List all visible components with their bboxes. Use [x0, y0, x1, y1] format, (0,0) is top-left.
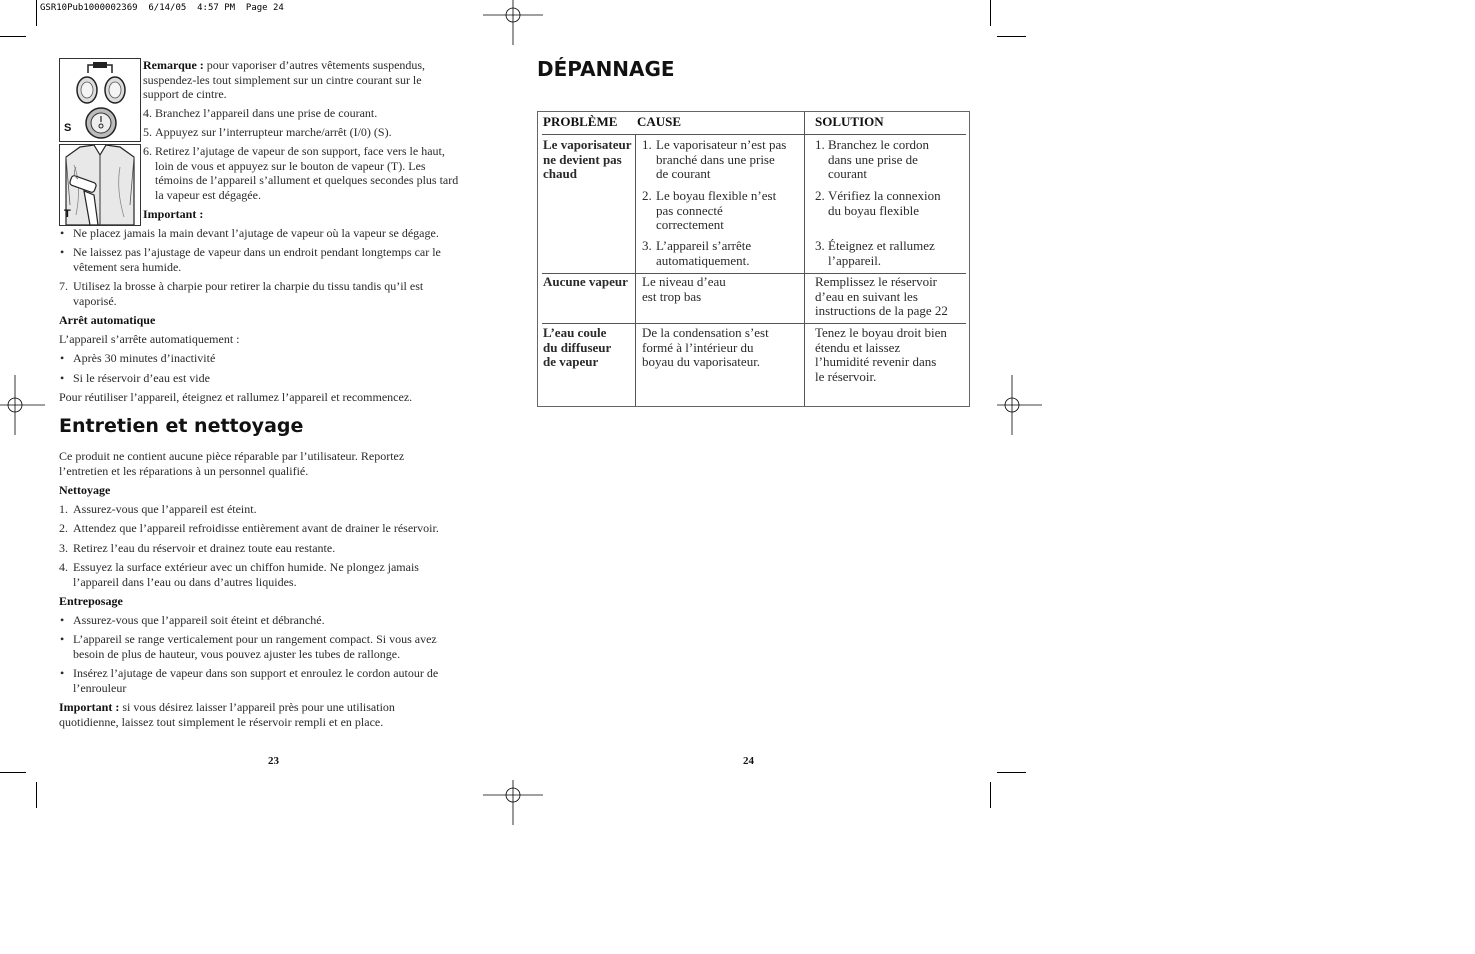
remarque-text: pour vaporiser d’autres vêtements suspendus,: [203, 58, 426, 72]
cell-line: Remplissez le réservoir: [815, 274, 938, 289]
step-text: Retirez l’ajutage de vapeur de son support, face vers le haut,: [155, 144, 445, 158]
cell-line: L’appareil s’arrête: [656, 238, 752, 253]
problem-cell: [543, 138, 631, 182]
bullet: •: [60, 666, 65, 680]
paragraph-line: Ce produit ne contient aucune pièce réparable par l’utilisateur. Reportez: [59, 449, 405, 463]
bullet-text: Ne placez jamais la main devant l’ajutage de vapeur où la vapeur se dégage.: [73, 226, 439, 240]
troubleshooting-table: [537, 111, 970, 407]
page-number-right: 24: [743, 755, 754, 767]
registration-mark-top: [483, 0, 543, 60]
item-number: 1.: [815, 137, 825, 152]
cell-line: Le niveau d’eau: [642, 274, 726, 289]
nettoyage-step-3: [59, 541, 499, 556]
cell-line: courant: [828, 166, 867, 182]
cell-line: chaud: [543, 166, 577, 182]
cell-line: de courant: [656, 166, 711, 182]
entreposage-bullet-2: [59, 632, 499, 661]
cell-line: Tenez le boyau droit bien: [815, 325, 947, 340]
step-text: Retirez l’eau du réservoir et drainez toute eau restante.: [73, 541, 336, 555]
shirt-steamer-illustration: [60, 145, 140, 225]
crop-mark: [990, 782, 991, 808]
bullet-text: Si le réservoir d’eau est vide: [73, 371, 210, 385]
cell-line: ne devient pas: [543, 151, 622, 167]
cell-line: le réservoir.: [815, 368, 877, 384]
column-header-cause: CAUSE: [637, 114, 682, 129]
bullet: •: [60, 226, 65, 240]
cell-line: De la condensation s’est: [642, 325, 769, 340]
cell-line: est trop bas: [642, 288, 702, 304]
important-heading: Important :: [143, 207, 204, 221]
item-number: 3.: [642, 238, 652, 253]
section-title-entretien: Entretien et nettoyage: [59, 415, 304, 437]
cell-line: branché dans une prise: [656, 151, 775, 167]
nettoyage-step-2: [59, 521, 499, 536]
registration-mark-right: [982, 375, 1042, 435]
table-row-divider: [542, 134, 966, 135]
note-text: si vous désirez laisser l’appareil près pour une utilisation: [119, 700, 395, 714]
step-number: 3.: [59, 541, 68, 555]
bullet-text: besoin de plus de hauteur, vous pouvez ajuster les tubes de rallonge.: [73, 646, 401, 661]
entreposage-heading: Entreposage: [59, 594, 123, 608]
bullet-text: L’appareil se range verticalement pour un rangement compact. Si vous avez: [73, 632, 437, 646]
cell-line: Le vaporisateur: [543, 137, 632, 152]
step-text: Assurez-vous que l’appareil est éteint.: [73, 502, 257, 516]
instruction-step-5: [143, 125, 493, 140]
item-number: 3.: [815, 238, 825, 253]
remarque-note: [143, 58, 493, 102]
note-text: quotidienne, laissez tout simplement le réservoir rempli et en place.: [59, 714, 384, 729]
bullet: •: [60, 613, 65, 627]
reuse-instruction: Pour réutiliser l’appareil, éteignez et rallumez l’appareil et recommencez.: [59, 390, 413, 404]
step-number: 2.: [59, 521, 68, 535]
step-text: l’appareil dans l’eau ou dans d’autres liquides.: [73, 574, 297, 589]
solution-cell: [815, 275, 948, 319]
bullet: •: [60, 245, 65, 259]
crop-mark: [990, 0, 991, 26]
nettoyage-step-4: [59, 560, 499, 589]
cell-line: l’appareil.: [828, 252, 882, 268]
bullet: •: [60, 632, 65, 646]
cause-item-1: [642, 138, 804, 182]
table-column-divider: [804, 112, 805, 406]
step-text: Appuyez sur l’interrupteur marche/arrêt (I/0) (S).: [155, 125, 392, 139]
cell-line: formé à l’intérieur du: [642, 339, 754, 355]
entreposage-bullet-3: [59, 666, 499, 695]
solution-item-3: [815, 239, 967, 268]
step-text: témoins de l’appareil s’allument et quelques secondes plus tard: [155, 173, 459, 187]
cell-line: Éteignez et rallumez: [828, 238, 935, 253]
nettoyage-step-1: [59, 502, 499, 517]
nettoyage-heading: Nettoyage: [59, 483, 111, 497]
auto-shutoff-heading: Arrêt automatique: [59, 313, 156, 327]
entretien-intro: [59, 449, 499, 478]
cell-line: Vérifiez la connexion: [828, 188, 941, 203]
bullet: •: [60, 371, 65, 385]
registration-mark-left: [0, 375, 60, 435]
cell-line: du boyau flexible: [828, 202, 919, 218]
crop-mark: [36, 0, 37, 26]
step-number: 4.: [59, 560, 68, 574]
step-text: Branchez l’appareil dans une prise de courant.: [155, 106, 378, 120]
final-important-note: [59, 700, 499, 729]
remarque-text: suspendez-les tout simplement sur un cintre courant sur le: [143, 72, 422, 87]
crop-mark: [997, 772, 1026, 773]
cause-cell: [642, 275, 726, 304]
instruction-step-6: [143, 144, 503, 202]
entreposage-bullet-1: [59, 613, 499, 628]
item-number: 2.: [642, 188, 652, 203]
important-bullet-1: [59, 226, 499, 241]
cell-line: du diffuseur: [543, 339, 612, 355]
cell-line: pas connecté: [656, 202, 723, 218]
cell-line: Branchez le cordon: [828, 137, 930, 152]
step-number: 1.: [59, 502, 68, 516]
step-text: la vapeur est dégagée.: [155, 187, 261, 202]
page-title-depannage: DÉPANNAGE: [537, 57, 675, 81]
cell-line: automatiquement.: [656, 252, 750, 268]
cell-line: Aucune vapeur: [543, 274, 628, 289]
cell-line: correctement: [656, 217, 724, 233]
step-text: Attendez que l’appareil refroidisse entièrement avant de drainer le réservoir.: [73, 521, 439, 535]
bullet: •: [60, 351, 65, 365]
instruction-step-4: [143, 106, 493, 121]
step-number: 5.: [143, 125, 152, 139]
cause-item-3: [642, 239, 804, 268]
bullet-text: Insérez l’ajutage de vapeur dans son support et enroulez le cordon autour de: [73, 666, 439, 680]
crop-mark: [997, 36, 1026, 37]
item-number: 2.: [815, 188, 825, 203]
cell-line: l’humidité revenir dans: [815, 354, 937, 370]
step-text: loin de vous et appuyez sur le bouton de vapeur (T). Les: [155, 158, 426, 173]
column-header-solution: SOLUTION: [815, 114, 884, 129]
step-text: Utilisez la brosse à charpie pour retirer la charpie du tissu tandis qu’il est: [73, 279, 424, 293]
cell-line: instructions de la page 22: [815, 303, 948, 319]
remarque-text: support de cintre.: [143, 87, 227, 101]
crop-mark: [0, 36, 26, 37]
step-number: 4.: [143, 106, 152, 120]
step-number: 6.: [143, 144, 152, 158]
bullet-text: Ne laissez pas l’ajustage de vapeur dans un endroit pendant longtemps car le: [73, 245, 441, 259]
step-text: Essuyez la surface extérieur avec un chiffon humide. Ne plongez jamais: [73, 560, 419, 574]
auto-shutoff-intro: L’appareil s’arrête automatiquement :: [59, 332, 240, 346]
auto-shutoff-bullet-2: [59, 371, 499, 386]
important-bullet-2: [59, 245, 499, 274]
solution-item-1: [815, 138, 967, 182]
paragraph-line: l’entretien et les réparations à un personnel qualifié.: [59, 463, 309, 478]
cell-line: Le boyau flexible n’est: [656, 188, 777, 203]
garment-figure: [59, 144, 141, 226]
problem-cell: [543, 275, 628, 290]
cause-item-2: [642, 189, 804, 233]
figure-label-t: T: [64, 208, 71, 220]
cell-line: Le vaporisateur n’est pas: [656, 137, 787, 152]
item-number: 1.: [642, 137, 652, 152]
bullet-text: vêtement sera humide.: [73, 259, 182, 274]
cell-line: L’eau coule: [543, 325, 607, 340]
cell-line: dans une prise de: [828, 151, 918, 167]
bullet-text: Assurez-vous que l’appareil soit éteint et débranché.: [73, 613, 325, 627]
solution-item-2: [815, 189, 967, 218]
table-row-divider: [542, 323, 966, 324]
crop-mark: [0, 772, 26, 773]
auto-shutoff-bullet-1: [59, 351, 499, 366]
solution-cell: [815, 326, 947, 384]
cell-line: de vapeur: [543, 354, 599, 370]
control-panel-figure: [59, 58, 141, 142]
print-slug: GSR10Pub1000002369 6/14/05 4:57 PM Page 24: [40, 3, 284, 13]
crop-mark: [36, 782, 37, 808]
figure-label-s: S: [64, 122, 72, 134]
important-label: Important :: [59, 700, 120, 714]
table-column-divider: [635, 134, 636, 406]
registration-mark-bottom: [483, 765, 543, 825]
remarque-label: Remarque :: [143, 58, 204, 72]
step-number: 7.: [59, 279, 68, 293]
page-number-left: 23: [268, 755, 279, 767]
cell-line: étendu et laissez: [815, 339, 901, 355]
control-panel-illustration: [60, 59, 140, 141]
step-text: vaporisé.: [73, 293, 117, 308]
problem-cell: [543, 326, 611, 370]
instruction-step-7: [59, 279, 499, 308]
bullet-text: Après 30 minutes d’inactivité: [73, 351, 216, 365]
cell-line: boyau du vaporisateur.: [642, 354, 761, 370]
cause-cell: [642, 326, 769, 370]
bullet-text: l’enrouleur: [73, 680, 127, 695]
cell-line: d’eau en suivant les: [815, 288, 918, 304]
column-header-problem: PROBLÈME: [543, 114, 618, 129]
